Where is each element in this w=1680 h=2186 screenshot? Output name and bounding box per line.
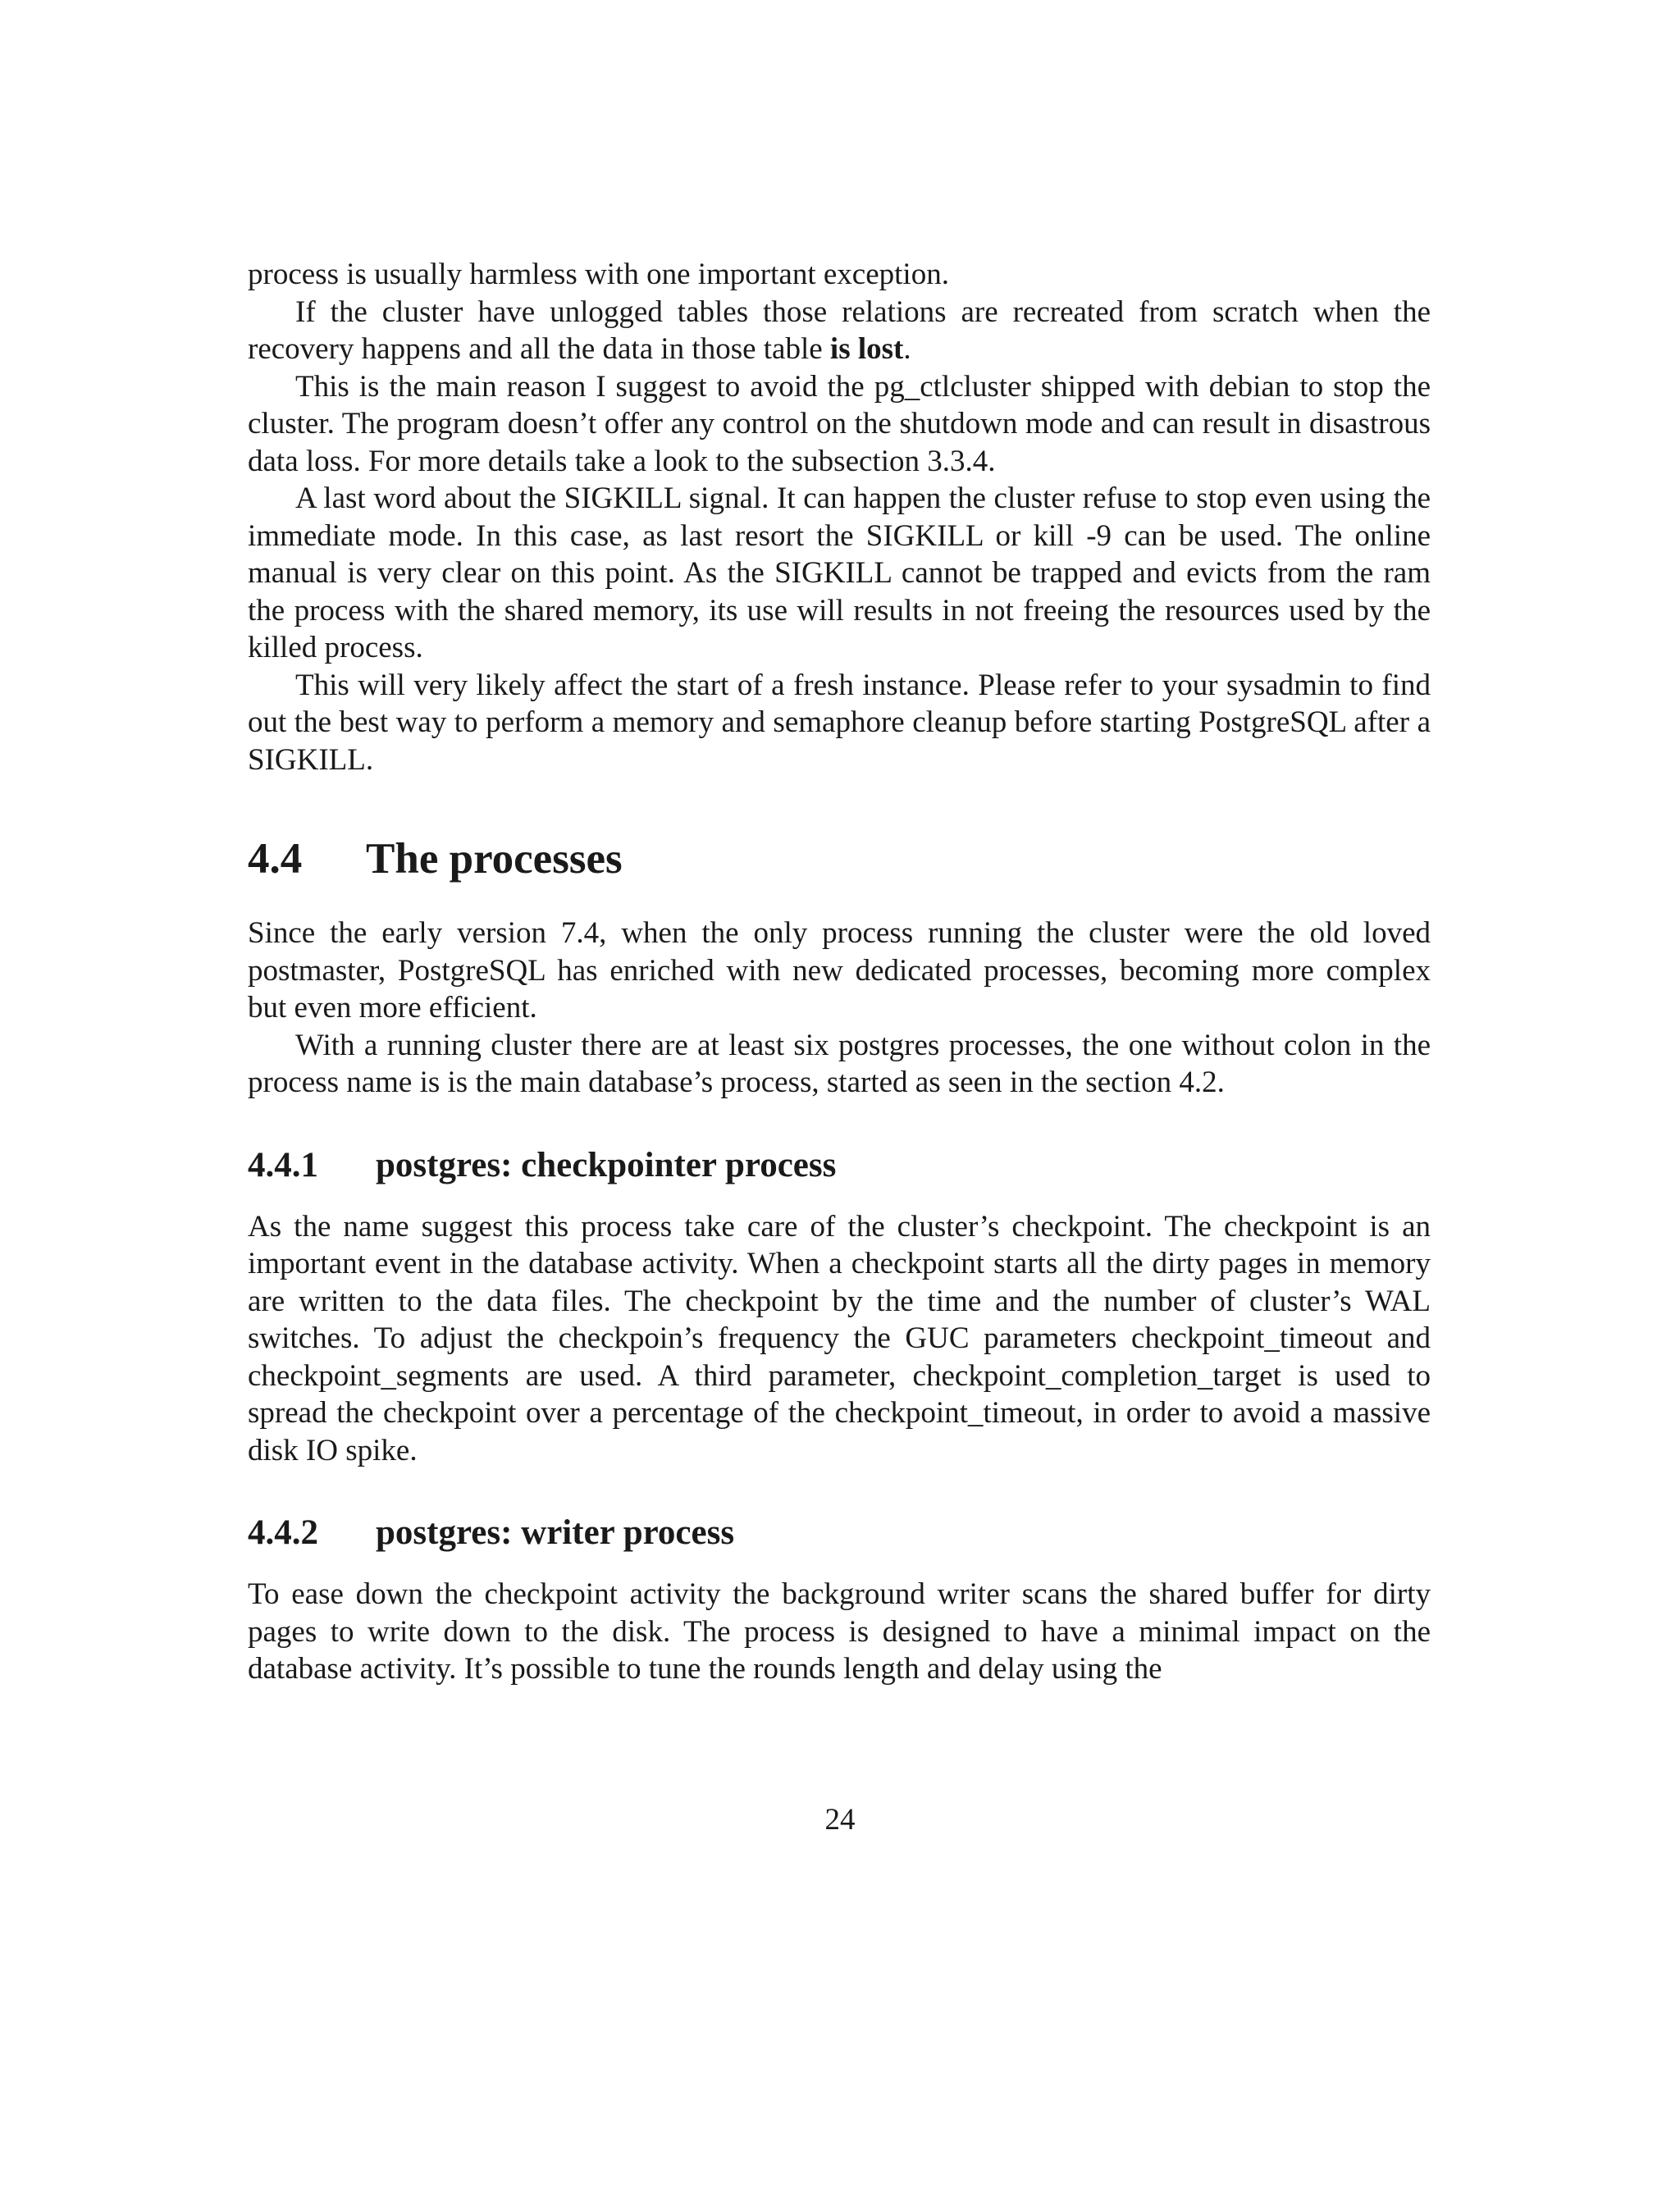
paragraph bbox=[248, 368, 1431, 481]
paragraph-text: process is usually harmless with one important exception. bbox=[248, 258, 949, 291]
paragraph bbox=[248, 1027, 1431, 1102]
paragraph bbox=[248, 1208, 1431, 1470]
paragraph-text: If the cluster have unlogged tables those relations are recreated from scratch when the recovery happens and all the data in those table bbox=[248, 294, 1431, 366]
paragraph bbox=[248, 667, 1431, 779]
paragraph bbox=[248, 915, 1431, 1027]
subsection-number: 4.4.2 bbox=[248, 1513, 318, 1552]
paragraph-text: As the name suggest this process take care of the cluster’s checkpoint. The checkpoint is an important event in the database activity. When a checkpoint starts all the dirty pages in memory are written to the data files. The checkpoint by the time and the number of cluster’s WAL switches. To adjust the checkpoin’s frequency the GUC parameters checkpoint_timeout and checkpoint_segments are used. A third parameter, checkpoint_completion_target is used to spread the checkpoint over a percentage of the checkpoint_timeout, in order to avoid a massive disk IO spike. bbox=[248, 1209, 1431, 1467]
paragraph bbox=[248, 294, 1431, 368]
section-title: The processes bbox=[366, 835, 623, 883]
subsection-heading-checkpointer bbox=[248, 1144, 1431, 1187]
paragraph bbox=[248, 1576, 1431, 1688]
paragraph-text: With a running cluster there are at least six postgres processes, the one without colon in the process name is is the main database’s process, started as seen in the section 4.2. bbox=[248, 1028, 1431, 1099]
subsection-title: postgres: writer process bbox=[376, 1513, 735, 1552]
subsection-number: 4.4.1 bbox=[248, 1145, 318, 1184]
paragraph-text: . bbox=[903, 332, 911, 366]
bold-text: is lost bbox=[829, 332, 904, 366]
paragraph-text: This will very likely affect the start of a fresh instance. Please refer to your sysadmin to find out the best way to perform a memory and semaphore cleanup before starting PostgreSQL after a SIGKILL. bbox=[248, 668, 1431, 777]
paragraph bbox=[248, 256, 1431, 294]
body-text-top bbox=[248, 256, 1431, 778]
subsection-body-writer bbox=[248, 1576, 1431, 1688]
page-number: 24 bbox=[824, 1803, 856, 1837]
paragraph bbox=[248, 480, 1431, 667]
document-page bbox=[248, 256, 1431, 1688]
subsection-body-checkpointer bbox=[248, 1208, 1431, 1470]
paragraph-text: Since the early version 7.4, when the only process running the cluster were the old loved postmaster, PostgreSQL has enriched with new dedicated processes, becoming more complex but even more efficient. bbox=[248, 916, 1431, 1025]
paragraph-text: A last word about the SIGKILL signal. It can happen the cluster refuse to stop even using the immediate mode. In this case, as last resort the SIGKILL or kill -9 can be used. The online manual is very clear on this point. As the SIGKILL cannot be trapped and evicts from the ram the process with the shared memory, its use will results in not freeing the resources used by the killed process. bbox=[248, 481, 1431, 664]
section-number: 4.4 bbox=[248, 835, 303, 883]
paragraph-text: This is the main reason I suggest to avoid the pg_ctlcluster shipped with debian to stop the cluster. The program doesn’t offer any control on the shutdown mode and can result in disastrous data loss. For more details take a look to the subsection 3.3.4. bbox=[248, 369, 1431, 478]
section-heading bbox=[248, 833, 1431, 885]
subsection-title: postgres: checkpointer process bbox=[376, 1145, 837, 1184]
paragraph-text: To ease down the checkpoint activity the background writer scans the shared buffer for dirty pages to write down to the disk. The process is designed to have a minimal impact on the database activity. It’s possible to tune the rounds length and delay using the bbox=[248, 1577, 1431, 1686]
subsection-heading-writer bbox=[248, 1512, 1431, 1554]
section-body bbox=[248, 915, 1431, 1102]
